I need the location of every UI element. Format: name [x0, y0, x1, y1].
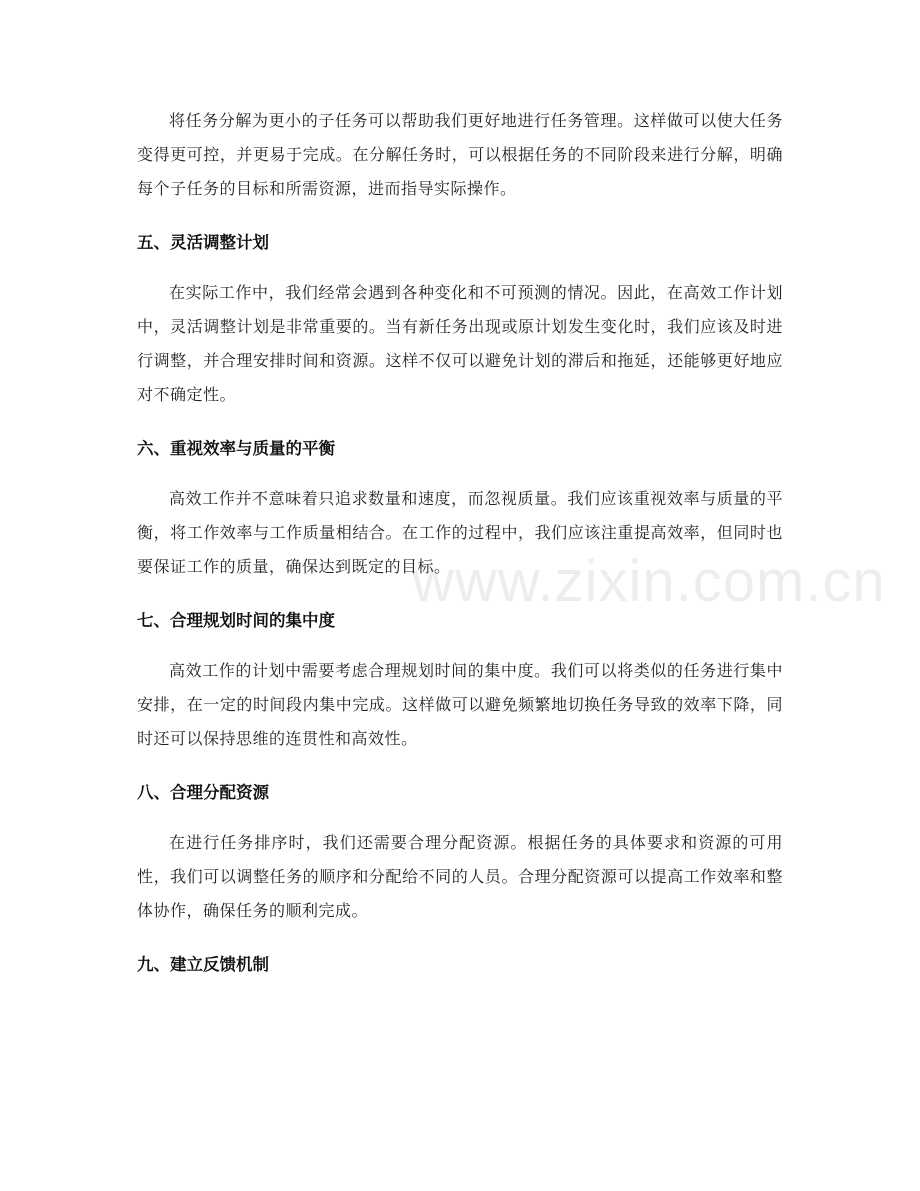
document-page: [137, 104, 783, 982]
watermark: www.zixin.com.cn: [412, 549, 886, 614]
spacer: [137, 810, 783, 826]
section-heading-8: 八、合理分配资源: [137, 783, 269, 802]
spacer: [137, 584, 783, 604]
spacer: [137, 412, 783, 432]
spacer: [137, 638, 783, 654]
section-heading-7: 七、合理规划时间的集中度: [137, 611, 335, 630]
spacer: [137, 928, 783, 948]
section-body-8: 在进行任务排序时，我们还需要合理分配资源。根据任务的具体要求和资源的可用性，我们可以调整任务的顺序和分配给不同的人员。合理分配资源可以提高工作效率和整体协作，确保任务的顺利完成。: [137, 833, 783, 920]
section-heading-6: 六、重视效率与质量的平衡: [137, 439, 335, 458]
section-body-5: 在实际工作中，我们经常会遇到各种变化和不可预测的情况。因此，在高效工作计划中，灵活调整计划是非常重要的。当有新任务出现或原计划发生变化时，我们应该及时进行调整，并合理安排时间和资源。这样不仅可以避免计划的滞后和拖延，还能够更好地应对不确定性。: [137, 283, 783, 404]
section-heading-5: 五、灵活调整计划: [137, 233, 269, 252]
spacer: [137, 466, 783, 482]
section-body-6: 高效工作并不意味着只追求数量和速度，而忽视质量。我们应该重视效率与质量的平衡，将工作效率与工作质量相结合。在工作的过程中，我们应该注重提高效率，但同时也要保证工作的质量，确保达到既定的目标。: [137, 489, 783, 576]
section-heading-9: 九、建立反馈机制: [137, 955, 269, 974]
intro-paragraph: 将任务分解为更小的子任务可以帮助我们更好地进行任务管理。这样做可以使大任务变得更可控，并更易于完成。在分解任务时，可以根据任务的不同阶段来进行分解，明确每个子任务的目标和所需资源，进而指导实际操作。: [137, 111, 783, 198]
spacer: [137, 260, 783, 276]
spacer: [137, 206, 783, 226]
section-body-7: 高效工作的计划中需要考虑合理规划时间的集中度。我们可以将类似的任务进行集中安排，在一定的时间段内集中完成。这样做可以避免频繁地切换任务导致的效率下降，同时还可以保持思维的连贯性和高效性。: [137, 661, 783, 748]
spacer: [137, 756, 783, 776]
